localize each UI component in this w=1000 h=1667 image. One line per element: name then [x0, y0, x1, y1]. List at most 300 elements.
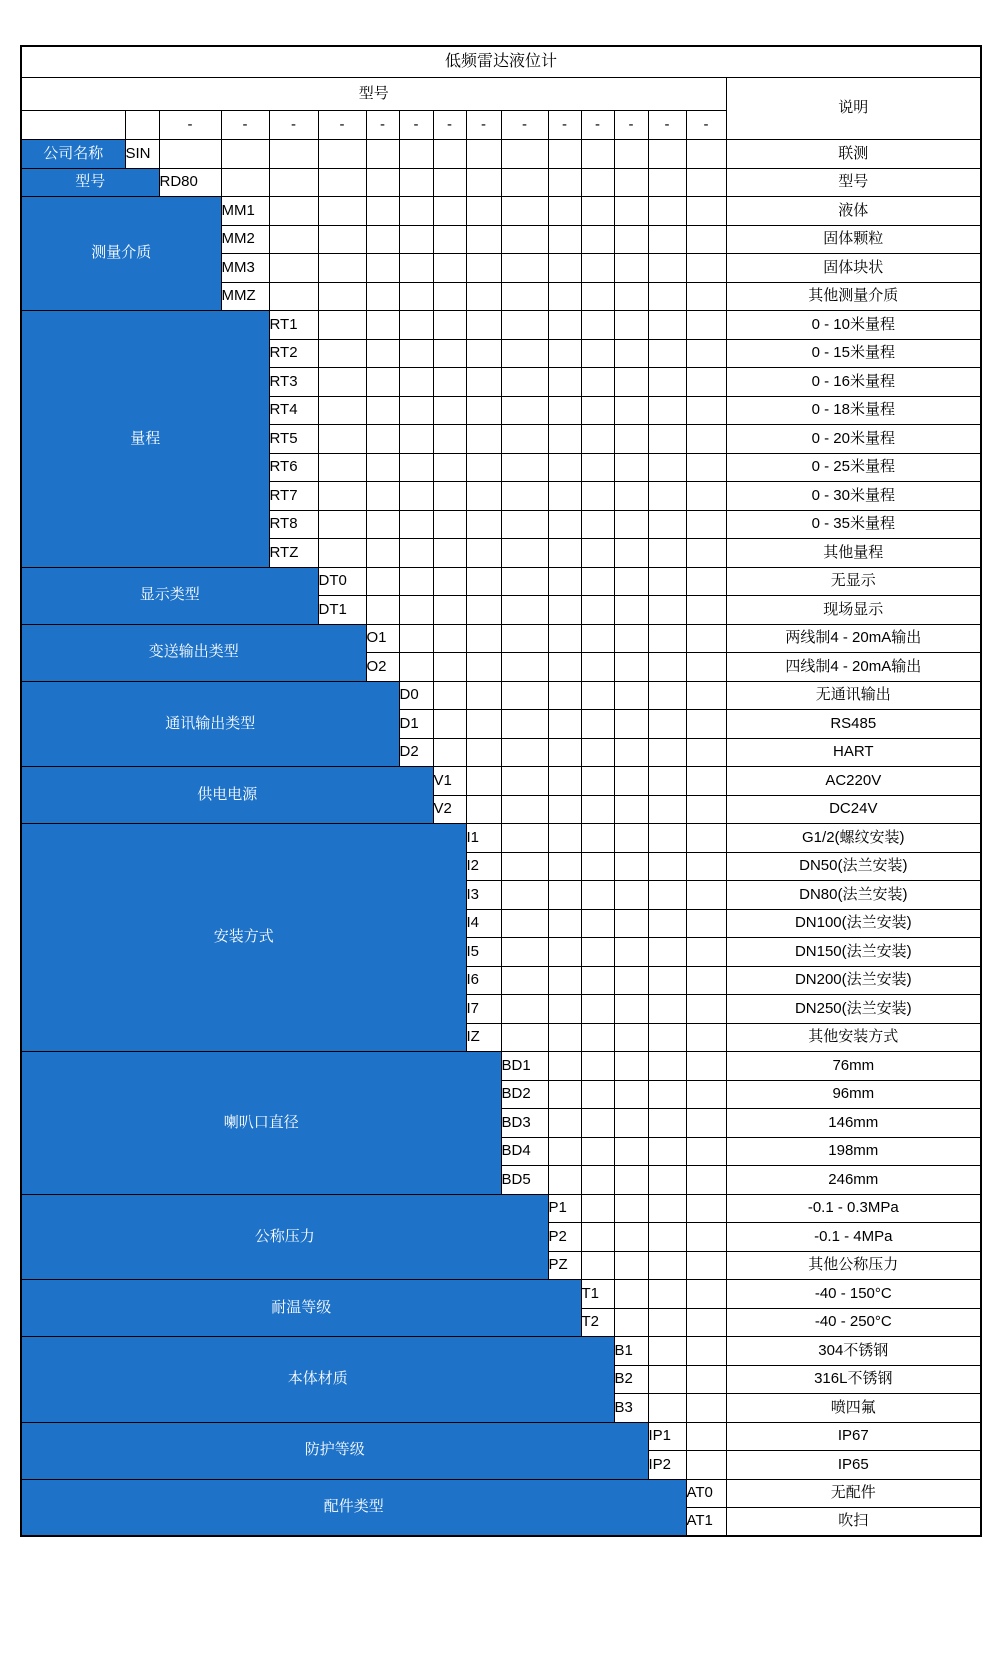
empty-cell	[548, 738, 581, 767]
empty-cell	[686, 282, 726, 311]
empty-cell	[399, 596, 433, 625]
code-cell: I1	[466, 824, 501, 853]
empty-cell	[614, 1280, 648, 1309]
empty-cell	[581, 909, 614, 938]
empty-cell	[466, 396, 501, 425]
desc-cell: IP65	[726, 1451, 981, 1480]
empty-cell	[318, 539, 366, 568]
desc-cell: 无配件	[726, 1479, 981, 1508]
empty-cell	[501, 738, 548, 767]
separator-cell: -	[548, 111, 581, 140]
empty-cell	[581, 824, 614, 853]
empty-cell	[581, 1052, 614, 1081]
empty-cell	[686, 852, 726, 881]
empty-cell	[548, 938, 581, 967]
code-cell: RT5	[269, 425, 318, 454]
empty-cell	[466, 225, 501, 254]
table-row	[21, 1194, 981, 1223]
empty-cell	[648, 254, 686, 283]
empty-cell	[614, 1137, 648, 1166]
empty-cell	[466, 168, 501, 197]
code-cell: RT2	[269, 339, 318, 368]
empty-cell	[614, 339, 648, 368]
empty-cell	[433, 453, 466, 482]
empty-cell	[221, 140, 269, 169]
empty-cell	[399, 339, 433, 368]
category-cell: 耐温等级	[21, 1280, 581, 1337]
empty-cell	[686, 1052, 726, 1081]
empty-cell	[399, 653, 433, 682]
empty-cell	[648, 1023, 686, 1052]
desc-header-cell: 说明	[726, 78, 981, 140]
empty-cell	[366, 282, 399, 311]
empty-cell	[399, 168, 433, 197]
empty-cell	[648, 567, 686, 596]
desc-cell: 固体块状	[726, 254, 981, 283]
empty-cell	[686, 966, 726, 995]
empty-cell	[466, 539, 501, 568]
empty-cell	[501, 938, 548, 967]
empty-cell	[581, 966, 614, 995]
empty-cell	[686, 140, 726, 169]
empty-cell	[501, 681, 548, 710]
empty-cell	[614, 1080, 648, 1109]
empty-cell	[648, 1308, 686, 1337]
empty-cell	[614, 396, 648, 425]
code-cell: RT7	[269, 482, 318, 511]
desc-cell: 246mm	[726, 1166, 981, 1195]
empty-cell	[614, 710, 648, 739]
category-cell: 配件类型	[21, 1479, 686, 1536]
table-row	[21, 168, 981, 197]
empty-cell	[269, 282, 318, 311]
desc-cell: DN80(法兰安装)	[726, 881, 981, 910]
empty-cell	[548, 881, 581, 910]
empty-cell	[269, 168, 318, 197]
desc-cell: 喷四氟	[726, 1394, 981, 1423]
empty-cell	[269, 197, 318, 226]
desc-cell: 联测	[726, 140, 981, 169]
code-cell: BD2	[501, 1080, 548, 1109]
empty-cell	[581, 567, 614, 596]
empty-cell	[614, 1194, 648, 1223]
code-cell: B1	[614, 1337, 648, 1366]
empty-cell	[614, 1052, 648, 1081]
code-cell: D0	[399, 681, 433, 710]
empty-cell	[686, 1166, 726, 1195]
code-cell: RTZ	[269, 539, 318, 568]
empty-cell	[269, 140, 318, 169]
empty-cell	[648, 995, 686, 1024]
empty-cell	[501, 368, 548, 397]
table-row	[21, 1052, 981, 1081]
empty-cell	[686, 567, 726, 596]
empty-cell	[686, 1365, 726, 1394]
empty-cell	[648, 795, 686, 824]
empty-cell	[614, 425, 648, 454]
desc-cell: 0 - 35米量程	[726, 510, 981, 539]
code-cell: T2	[581, 1308, 614, 1337]
empty-cell	[614, 852, 648, 881]
empty-cell	[548, 795, 581, 824]
separator-cell: -	[581, 111, 614, 140]
empty-cell	[581, 539, 614, 568]
empty-cell	[501, 596, 548, 625]
desc-cell: 四线制4 - 20mA输出	[726, 653, 981, 682]
empty-cell	[466, 311, 501, 340]
code-cell: AT1	[686, 1508, 726, 1537]
code-cell: D1	[399, 710, 433, 739]
empty-cell	[581, 710, 614, 739]
separator-cell: -	[648, 111, 686, 140]
code-cell: I5	[466, 938, 501, 967]
empty-cell	[581, 852, 614, 881]
empty-cell	[433, 539, 466, 568]
code-cell: V2	[433, 795, 466, 824]
desc-cell: 两线制4 - 20mA输出	[726, 624, 981, 653]
empty-cell	[501, 339, 548, 368]
empty-cell	[614, 738, 648, 767]
empty-cell	[433, 396, 466, 425]
empty-cell	[581, 339, 614, 368]
table-row	[21, 824, 981, 853]
empty-cell	[318, 140, 366, 169]
empty-cell	[399, 197, 433, 226]
empty-cell	[581, 311, 614, 340]
code-cell: B2	[614, 1365, 648, 1394]
empty-cell	[466, 795, 501, 824]
desc-cell: 其他量程	[726, 539, 981, 568]
code-cell: RT3	[269, 368, 318, 397]
code-cell: MM2	[221, 225, 269, 254]
empty-cell	[614, 966, 648, 995]
empty-cell	[614, 311, 648, 340]
empty-cell	[366, 453, 399, 482]
separator-cell: -	[466, 111, 501, 140]
empty-cell	[614, 1166, 648, 1195]
empty-cell	[501, 852, 548, 881]
empty-cell	[686, 197, 726, 226]
empty-cell	[686, 596, 726, 625]
empty-cell	[686, 311, 726, 340]
empty-cell	[686, 1080, 726, 1109]
empty-cell	[648, 824, 686, 853]
empty-cell	[399, 254, 433, 283]
empty-cell	[466, 482, 501, 511]
empty-cell	[686, 1023, 726, 1052]
empty-cell	[548, 567, 581, 596]
empty-cell	[548, 995, 581, 1024]
empty-cell	[614, 539, 648, 568]
empty-cell	[433, 425, 466, 454]
desc-cell: IP67	[726, 1422, 981, 1451]
code-cell: IP2	[648, 1451, 686, 1480]
code-cell: RD80	[159, 168, 221, 197]
model-header-row	[21, 78, 981, 111]
empty-cell	[366, 254, 399, 283]
code-cell: BD4	[501, 1137, 548, 1166]
empty-cell	[686, 624, 726, 653]
empty-cell	[399, 567, 433, 596]
code-cell: IP1	[648, 1422, 686, 1451]
empty-cell	[548, 282, 581, 311]
empty-cell	[21, 111, 125, 140]
empty-cell	[548, 1052, 581, 1081]
desc-cell: -0.1 - 4MPa	[726, 1223, 981, 1252]
empty-cell	[648, 1080, 686, 1109]
desc-cell: -0.1 - 0.3MPa	[726, 1194, 981, 1223]
empty-cell	[581, 425, 614, 454]
category-cell: 显示类型	[21, 567, 318, 624]
empty-cell	[614, 254, 648, 283]
empty-cell	[466, 567, 501, 596]
empty-cell	[433, 339, 466, 368]
category-cell: 变送输出类型	[21, 624, 366, 681]
empty-cell	[159, 140, 221, 169]
empty-cell	[686, 795, 726, 824]
empty-cell	[399, 368, 433, 397]
empty-cell	[433, 710, 466, 739]
desc-cell: 吹扫	[726, 1508, 981, 1537]
empty-cell	[614, 824, 648, 853]
separator-cell: -	[433, 111, 466, 140]
empty-cell	[501, 624, 548, 653]
desc-cell: -40 - 150°C	[726, 1280, 981, 1309]
desc-cell: DN200(法兰安装)	[726, 966, 981, 995]
empty-cell	[648, 966, 686, 995]
empty-cell	[686, 225, 726, 254]
desc-cell: 现场显示	[726, 596, 981, 625]
empty-cell	[614, 767, 648, 796]
empty-cell	[433, 596, 466, 625]
bottom-spacer	[0, 1537, 1000, 1667]
category-cell: 本体材质	[21, 1337, 614, 1423]
empty-cell	[548, 1166, 581, 1195]
empty-cell	[366, 140, 399, 169]
desc-cell: 无显示	[726, 567, 981, 596]
empty-cell	[548, 225, 581, 254]
empty-cell	[366, 396, 399, 425]
empty-cell	[648, 1137, 686, 1166]
code-cell: B3	[614, 1394, 648, 1423]
empty-cell	[501, 140, 548, 169]
empty-cell	[366, 510, 399, 539]
empty-cell	[399, 624, 433, 653]
empty-cell	[548, 624, 581, 653]
table-row	[21, 681, 981, 710]
empty-cell	[501, 254, 548, 283]
code-cell: RT8	[269, 510, 318, 539]
desc-cell: DN50(法兰安装)	[726, 852, 981, 881]
table-row	[21, 624, 981, 653]
empty-cell	[581, 254, 614, 283]
empty-cell	[548, 596, 581, 625]
table-row	[21, 140, 981, 169]
empty-cell	[433, 738, 466, 767]
empty-cell	[614, 140, 648, 169]
empty-cell	[581, 738, 614, 767]
category-cell: 供电电源	[21, 767, 433, 824]
empty-cell	[648, 539, 686, 568]
empty-cell	[648, 339, 686, 368]
separator-cell: -	[501, 111, 548, 140]
empty-cell	[466, 453, 501, 482]
empty-cell	[686, 1109, 726, 1138]
table-row	[21, 197, 981, 226]
empty-cell	[581, 653, 614, 682]
empty-cell	[581, 596, 614, 625]
empty-cell	[269, 254, 318, 283]
empty-cell	[581, 197, 614, 226]
empty-cell	[366, 482, 399, 511]
empty-cell	[466, 282, 501, 311]
code-cell: PZ	[548, 1251, 581, 1280]
empty-cell	[466, 767, 501, 796]
empty-cell	[501, 282, 548, 311]
empty-cell	[581, 1251, 614, 1280]
empty-cell	[581, 225, 614, 254]
empty-cell	[614, 168, 648, 197]
empty-cell	[125, 111, 159, 140]
empty-cell	[648, 624, 686, 653]
empty-cell	[614, 1023, 648, 1052]
empty-cell	[581, 1194, 614, 1223]
empty-cell	[648, 1166, 686, 1195]
desc-cell: 198mm	[726, 1137, 981, 1166]
empty-cell	[501, 966, 548, 995]
separator-cell: -	[221, 111, 269, 140]
desc-cell: 其他公称压力	[726, 1251, 981, 1280]
code-cell: RT1	[269, 311, 318, 340]
empty-cell	[686, 1280, 726, 1309]
empty-cell	[318, 225, 366, 254]
empty-cell	[581, 795, 614, 824]
category-cell: 公称压力	[21, 1194, 548, 1280]
empty-cell	[548, 966, 581, 995]
empty-cell	[581, 140, 614, 169]
empty-cell	[648, 1251, 686, 1280]
empty-cell	[548, 453, 581, 482]
empty-cell	[686, 653, 726, 682]
empty-cell	[614, 1223, 648, 1252]
empty-cell	[399, 425, 433, 454]
empty-cell	[433, 510, 466, 539]
table-row	[21, 1280, 981, 1309]
separator-cell: -	[318, 111, 366, 140]
empty-cell	[466, 738, 501, 767]
empty-cell	[614, 510, 648, 539]
empty-cell	[614, 909, 648, 938]
empty-cell	[501, 453, 548, 482]
empty-cell	[548, 197, 581, 226]
table-row	[21, 311, 981, 340]
desc-cell: 0 - 10米量程	[726, 311, 981, 340]
desc-cell: G1/2(螺纹安装)	[726, 824, 981, 853]
desc-cell: 316L不锈钢	[726, 1365, 981, 1394]
table-row	[21, 1479, 981, 1508]
category-cell: 通讯输出类型	[21, 681, 399, 767]
code-cell: P1	[548, 1194, 581, 1223]
code-cell: V1	[433, 767, 466, 796]
empty-cell	[548, 510, 581, 539]
empty-cell	[433, 368, 466, 397]
empty-cell	[548, 1080, 581, 1109]
empty-cell	[548, 140, 581, 169]
empty-cell	[581, 995, 614, 1024]
empty-cell	[614, 1308, 648, 1337]
empty-cell	[366, 539, 399, 568]
empty-cell	[501, 396, 548, 425]
desc-cell: 液体	[726, 197, 981, 226]
empty-cell	[686, 681, 726, 710]
empty-cell	[466, 624, 501, 653]
empty-cell	[648, 710, 686, 739]
desc-cell: 76mm	[726, 1052, 981, 1081]
empty-cell	[648, 1194, 686, 1223]
empty-cell	[686, 1451, 726, 1480]
empty-cell	[318, 453, 366, 482]
empty-cell	[318, 482, 366, 511]
code-cell: I4	[466, 909, 501, 938]
separator-cell: -	[366, 111, 399, 140]
separator-cell: -	[269, 111, 318, 140]
table-row	[21, 1422, 981, 1451]
empty-cell	[648, 852, 686, 881]
empty-cell	[366, 425, 399, 454]
empty-cell	[648, 1223, 686, 1252]
desc-cell: 其他测量介质	[726, 282, 981, 311]
empty-cell	[614, 995, 648, 1024]
empty-cell	[614, 938, 648, 967]
empty-cell	[501, 311, 548, 340]
empty-cell	[614, 225, 648, 254]
empty-cell	[433, 482, 466, 511]
desc-cell: 其他安装方式	[726, 1023, 981, 1052]
empty-cell	[648, 1394, 686, 1423]
empty-cell	[366, 567, 399, 596]
empty-cell	[366, 311, 399, 340]
empty-cell	[548, 909, 581, 938]
empty-cell	[501, 1023, 548, 1052]
desc-cell: 304不锈钢	[726, 1337, 981, 1366]
empty-cell	[269, 225, 318, 254]
empty-cell	[686, 396, 726, 425]
empty-cell	[686, 1308, 726, 1337]
empty-cell	[501, 795, 548, 824]
empty-cell	[501, 225, 548, 254]
empty-cell	[501, 482, 548, 511]
code-cell: BD3	[501, 1109, 548, 1138]
empty-cell	[614, 567, 648, 596]
empty-cell	[433, 567, 466, 596]
empty-cell	[686, 909, 726, 938]
empty-cell	[548, 767, 581, 796]
page-title: 低频雷达液位计	[21, 46, 981, 78]
empty-cell	[466, 140, 501, 169]
empty-cell	[466, 197, 501, 226]
empty-cell	[648, 482, 686, 511]
empty-cell	[466, 368, 501, 397]
desc-cell: DN150(法兰安装)	[726, 938, 981, 967]
empty-cell	[614, 482, 648, 511]
empty-cell	[433, 225, 466, 254]
empty-cell	[648, 311, 686, 340]
empty-cell	[686, 738, 726, 767]
desc-cell: -40 - 250°C	[726, 1308, 981, 1337]
empty-cell	[686, 1223, 726, 1252]
empty-cell	[501, 197, 548, 226]
empty-cell	[648, 225, 686, 254]
